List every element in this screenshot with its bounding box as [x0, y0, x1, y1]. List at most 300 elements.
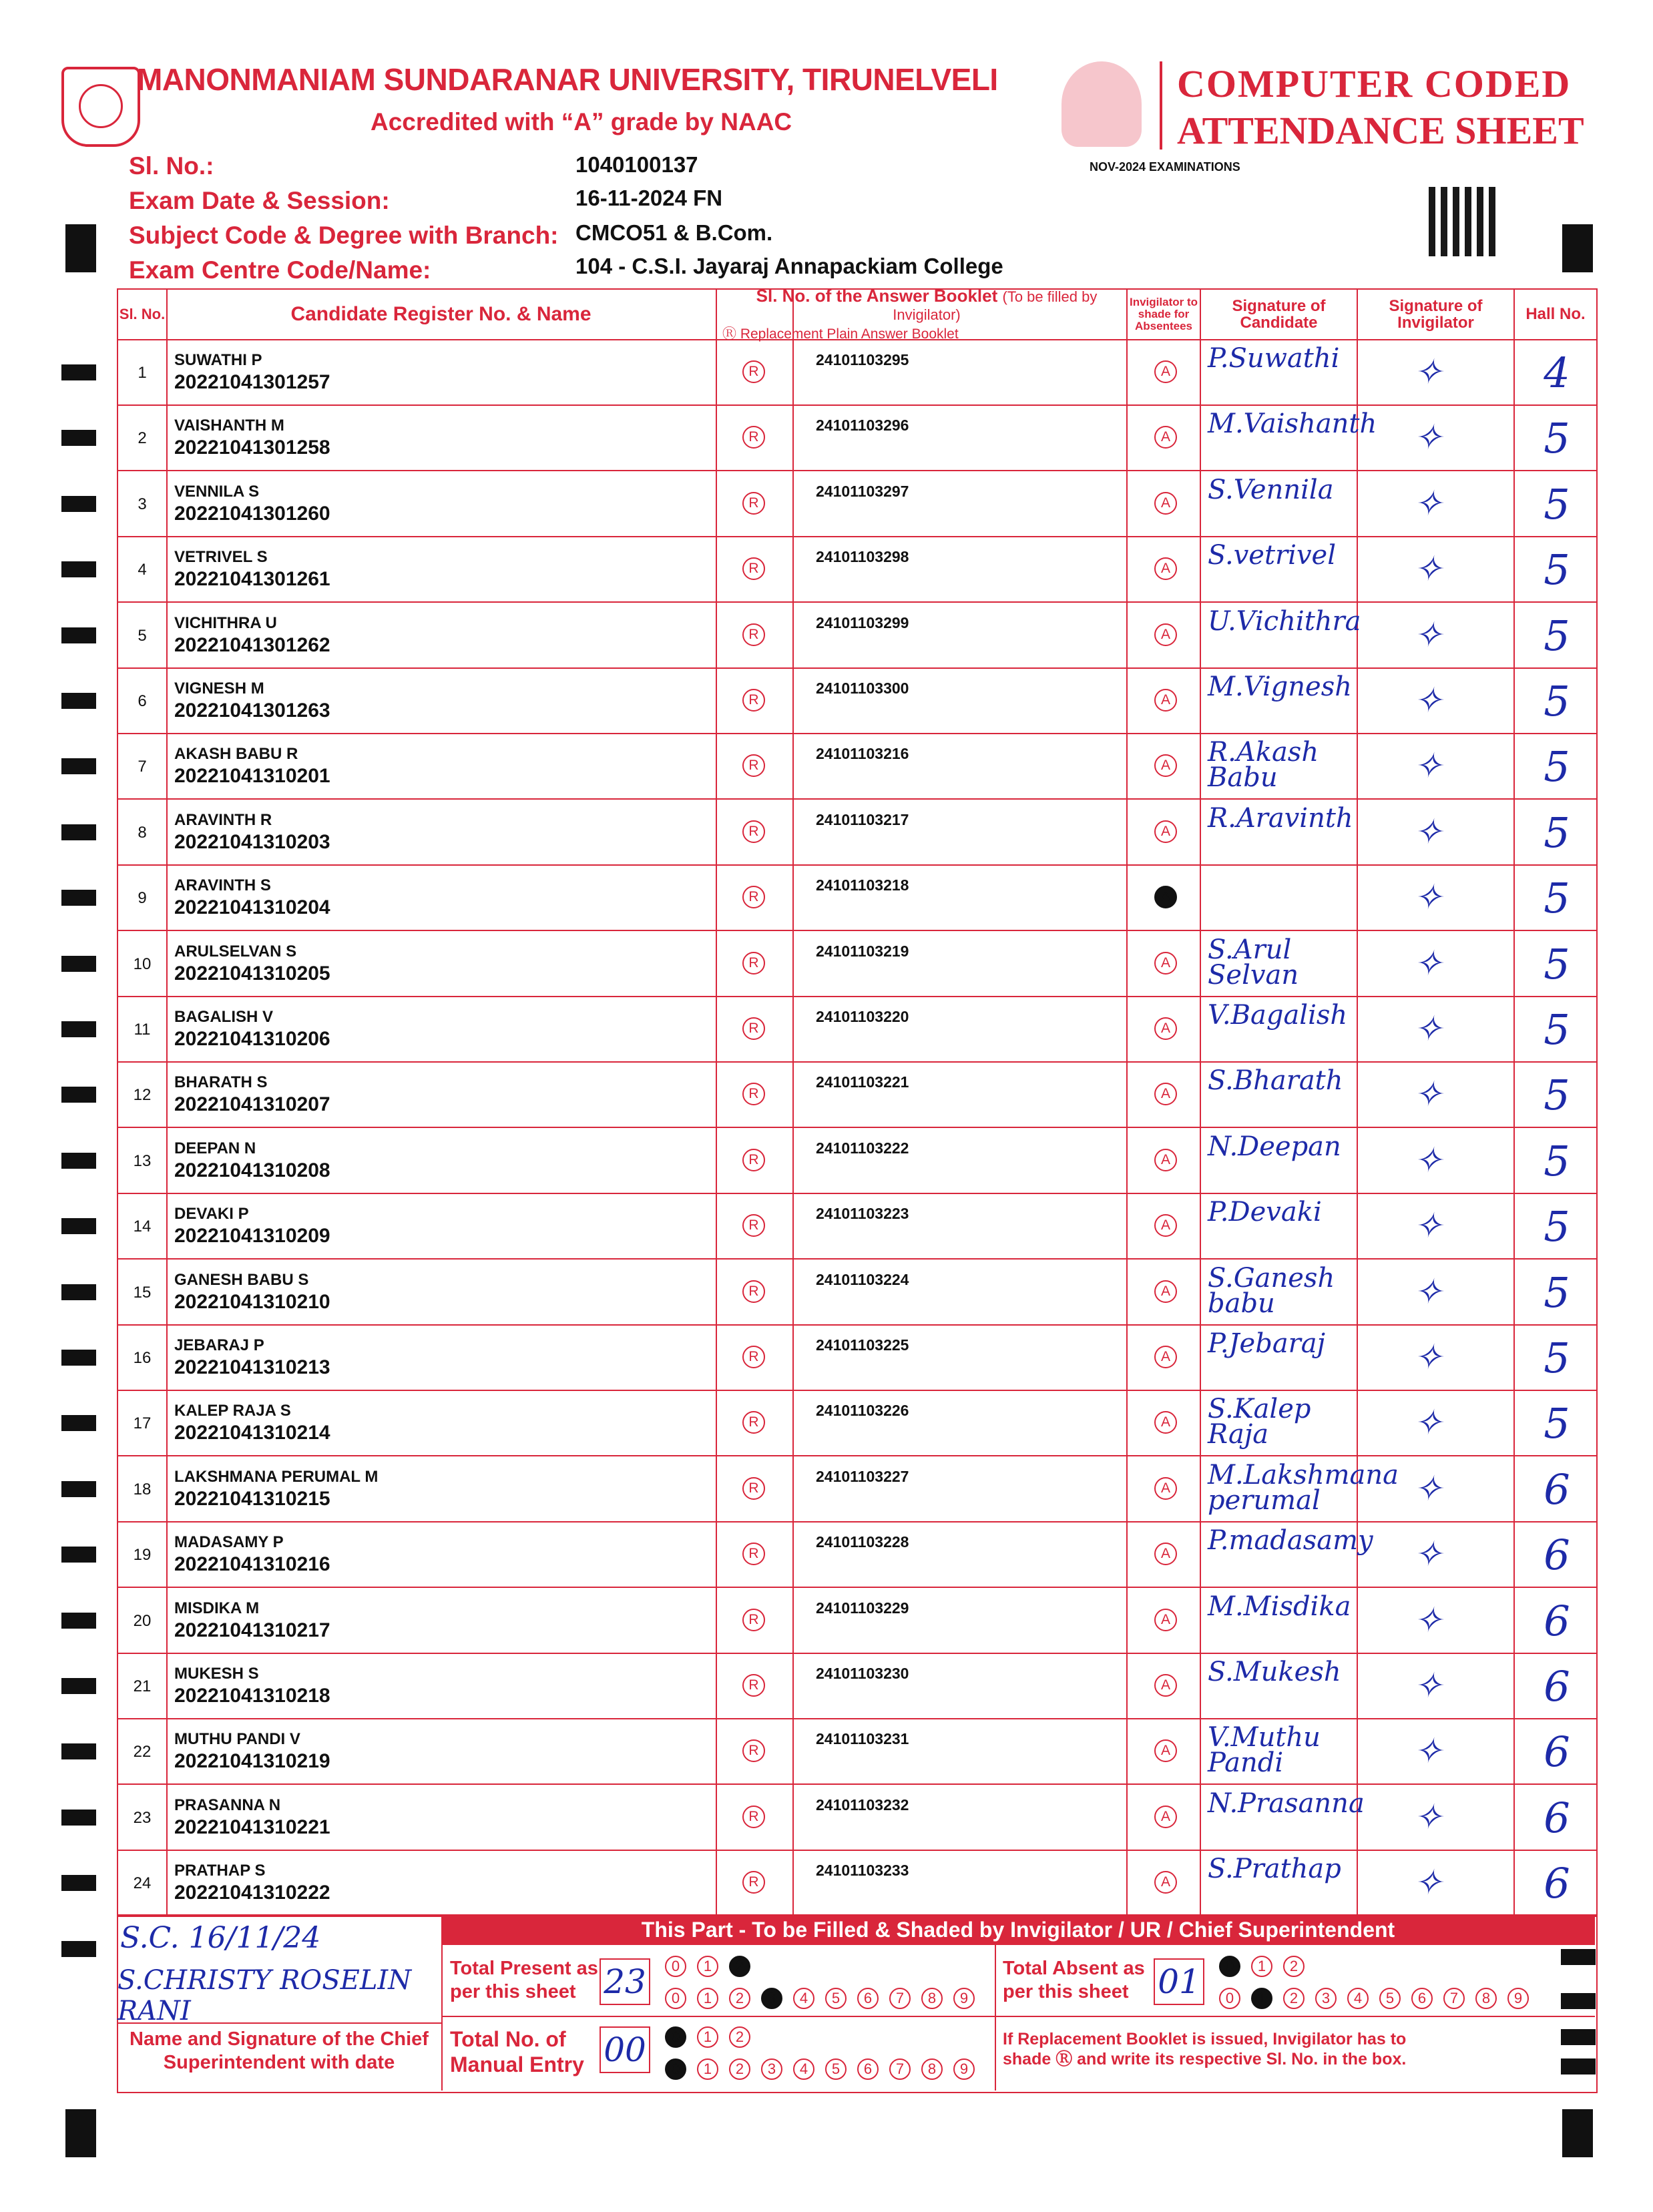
- candidate-name: BHARATH S: [174, 1073, 268, 1092]
- register-number: 20221041310206: [174, 1028, 330, 1050]
- hall-number: 5: [1544, 1071, 1570, 1120]
- candidate-signature: M.Vignesh: [1208, 671, 1352, 702]
- row-sl-no: 3: [138, 495, 147, 513]
- invigilator-signature-icon: ✧: [1413, 1535, 1443, 1575]
- absent-bubble[interactable]: A: [1154, 1739, 1177, 1762]
- table-row: [118, 1063, 1596, 1128]
- row-sl-no: 16: [133, 1349, 152, 1367]
- row-sl-no: 21: [133, 1677, 152, 1695]
- hall-number: 5: [1544, 808, 1570, 857]
- replacement-bubble[interactable]: R: [742, 1083, 765, 1105]
- digit-bubble[interactable]: 0: [665, 2058, 686, 2080]
- register-number: 20221041310205: [174, 962, 330, 985]
- chief-handwritten-date: S.C. 16/11/24: [120, 1921, 321, 1955]
- invigilator-signature-icon: ✧: [1413, 878, 1443, 918]
- invigilator-signature-icon: ✧: [1413, 1403, 1443, 1444]
- absent-bubble[interactable]: A: [1154, 1346, 1177, 1368]
- header-hall-no: Hall No.: [1525, 305, 1586, 324]
- candidate-signature: S.vetrivel: [1208, 540, 1337, 571]
- digit-bubble[interactable]: 0: [1219, 1988, 1240, 2009]
- row-sl-no: 22: [133, 1743, 152, 1761]
- table-row: [118, 1391, 1596, 1456]
- replacement-bubble[interactable]: R: [742, 689, 765, 712]
- digit-bubble[interactable]: 1: [1251, 1988, 1272, 2009]
- hall-number: 5: [1544, 1268, 1570, 1317]
- replacement-bubble[interactable]: R: [742, 623, 765, 646]
- table-row: [118, 340, 1596, 406]
- digit-bubble[interactable]: 0: [665, 1988, 686, 2009]
- absent-bubble[interactable]: A: [1154, 886, 1177, 908]
- replacement-bubble[interactable]: R: [742, 360, 765, 383]
- digit-bubble[interactable]: 9: [953, 1988, 975, 2009]
- header-divider: [1160, 61, 1162, 150]
- table-row: [118, 1457, 1596, 1523]
- candidate-name: MUKESH S: [174, 1665, 259, 1683]
- table-row: [118, 1654, 1596, 1719]
- invigilator-signature-icon: ✧: [1413, 943, 1443, 984]
- register-number: 20221041310215: [174, 1487, 330, 1510]
- registration-mark: [1562, 2109, 1593, 2157]
- hall-number: 5: [1544, 1334, 1570, 1382]
- header-booklet-replacement: Ⓡ Replacement Plain Answer Booklet: [722, 326, 959, 342]
- digit-bubble[interactable]: 9: [953, 2058, 975, 2080]
- row-sl-no: 5: [138, 626, 147, 645]
- digit-bubble[interactable]: 5: [825, 2058, 847, 2080]
- exam-date-value: 16-11-2024 FN: [575, 186, 723, 210]
- hall-number: 5: [1544, 939, 1570, 989]
- row-sl-no: 4: [138, 561, 147, 579]
- row-sl-no: 14: [133, 1217, 152, 1236]
- register-number: 20221041301257: [174, 371, 330, 393]
- hall-number: 5: [1544, 1399, 1570, 1448]
- digit-bubble[interactable]: 6: [1411, 1988, 1433, 2009]
- candidate-name: VAISHANTH M: [174, 417, 284, 435]
- accreditation-text: Accredited with “A” grade by NAAC: [371, 108, 792, 135]
- booklet-number: 24101103225: [816, 1336, 909, 1354]
- hall-number: 5: [1544, 874, 1570, 923]
- header-booklet: [717, 285, 1131, 342]
- header-sl-no: Sl. No.: [119, 306, 166, 323]
- digit-bubble[interactable]: 2: [1283, 1988, 1305, 2009]
- absent-bubble[interactable]: A: [1154, 1017, 1177, 1040]
- candidate-signature: P.Suwathi: [1208, 343, 1340, 374]
- candidate-name: VICHITHRA U: [174, 613, 277, 632]
- register-number: 20221041310207: [174, 1093, 330, 1116]
- replacement-bubble[interactable]: R: [742, 1149, 765, 1171]
- hall-number: 5: [1544, 677, 1570, 726]
- candidate-signature: S.Ganesh babu: [1208, 1262, 1335, 1319]
- absent-bubble[interactable]: A: [1154, 1083, 1177, 1105]
- replacement-bubble[interactable]: R: [742, 557, 765, 580]
- booklet-number: 24101103221: [816, 1073, 909, 1091]
- absent-bubble[interactable]: A: [1154, 1806, 1177, 1828]
- absent-bubble[interactable]: A: [1154, 1214, 1177, 1237]
- replacement-bubble[interactable]: R: [742, 1346, 765, 1368]
- booklet-number: 24101103229: [816, 1599, 909, 1617]
- register-number: 20221041310221: [174, 1816, 330, 1838]
- chief-superintendent-label: Name and Signature of the Chief Superintendent with date: [130, 2028, 429, 2073]
- digit-bubble[interactable]: 4: [793, 1988, 814, 2009]
- absent-bubble[interactable]: A: [1154, 1477, 1177, 1500]
- absent-bubble[interactable]: A: [1154, 754, 1177, 777]
- booklet-number: 24101103297: [816, 482, 909, 500]
- timing-mark: [61, 1153, 96, 1169]
- candidate-name: VENNILA S: [174, 482, 260, 501]
- hall-number: 6: [1544, 1793, 1570, 1842]
- absent-bubble[interactable]: A: [1154, 1674, 1177, 1697]
- absent-bubble[interactable]: A: [1154, 1871, 1177, 1894]
- candidate-signature: R.Aravinth: [1208, 802, 1353, 834]
- exam-date-label: Exam Date & Session:: [129, 187, 390, 214]
- replacement-bubble[interactable]: R: [742, 1871, 765, 1894]
- invigilator-signature-icon: ✧: [1413, 1272, 1443, 1312]
- booklet-number: 24101103300: [816, 679, 909, 697]
- timing-mark: [61, 1613, 96, 1629]
- header-signature-invigilator: Signature of Invigilator: [1389, 296, 1483, 332]
- register-number: 20221041301258: [174, 437, 330, 459]
- replacement-bubble[interactable]: R: [742, 1214, 765, 1237]
- registration-mark: [65, 2109, 96, 2157]
- sl-no-value: 1040100137: [575, 152, 698, 177]
- candidate-name: MISDIKA M: [174, 1599, 260, 1617]
- candidate-signature: N.Prasanna: [1208, 1787, 1365, 1819]
- digit-bubble[interactable]: 0: [665, 2026, 686, 2048]
- total-present-label: Total Present as per this sheet: [450, 1958, 598, 2002]
- row-sl-no: 7: [138, 758, 147, 776]
- digit-bubble[interactable]: 1: [697, 2026, 718, 2048]
- invigilator-signature-icon: ✧: [1413, 1338, 1443, 1378]
- register-number: 20221041301261: [174, 568, 330, 591]
- candidate-name: BAGALISH V: [174, 1008, 274, 1026]
- replacement-bubble[interactable]: R: [742, 1739, 765, 1762]
- booklet-number: 24101103216: [816, 745, 909, 763]
- replacement-bubble[interactable]: R: [742, 1477, 765, 1500]
- candidate-name: ARAVINTH R: [174, 810, 272, 829]
- replacement-bubble[interactable]: R: [742, 1674, 765, 1697]
- candidate-name: GANESH BABU S: [174, 1270, 309, 1289]
- candidate-signature: U.Vichithra: [1208, 605, 1361, 637]
- digit-bubble[interactable]: 0: [665, 1956, 686, 1977]
- table-row: [118, 866, 1596, 931]
- digit-bubble[interactable]: 0: [1219, 1956, 1240, 1977]
- invigilator-signature-icon: ✧: [1413, 746, 1443, 787]
- candidate-name: MUTHU PANDI V: [174, 1730, 300, 1749]
- timing-mark: [61, 1087, 96, 1103]
- digit-bubble[interactable]: 9: [1507, 1988, 1529, 2009]
- absent-bubble[interactable]: A: [1154, 1609, 1177, 1631]
- table-row: [118, 1326, 1596, 1391]
- digit-bubble[interactable]: 7: [1443, 1988, 1465, 2009]
- timing-mark: [61, 1415, 96, 1431]
- digit-bubble[interactable]: 1: [697, 2058, 718, 2080]
- timing-mark: [61, 890, 96, 906]
- total-absent-value: 01: [1154, 1958, 1204, 2005]
- digit-bubble[interactable]: 2: [1283, 1956, 1305, 1977]
- row-sl-no: 19: [133, 1546, 152, 1565]
- booklet-number: 24101103232: [816, 1795, 909, 1814]
- digit-bubble[interactable]: 1: [697, 1956, 718, 1977]
- timing-mark: [61, 1678, 96, 1694]
- digit-bubble[interactable]: 5: [1379, 1988, 1401, 2009]
- header-invigilator-shade: Invigilator to shade for Absentees: [1130, 296, 1198, 332]
- invigilator-signature-icon: ✧: [1413, 1666, 1443, 1706]
- candidate-signature: M.Vaishanth: [1208, 408, 1377, 440]
- booklet-number: 24101103226: [816, 1402, 909, 1420]
- hall-number: 5: [1544, 1005, 1570, 1054]
- timing-mark: [61, 693, 96, 709]
- table-row: [118, 1129, 1596, 1194]
- row-sl-no: 11: [134, 1021, 151, 1039]
- digit-bubble[interactable]: 5: [825, 1988, 847, 2009]
- digit-bubble[interactable]: 4: [1347, 1988, 1369, 2009]
- table-row: [118, 800, 1596, 866]
- hall-number: 5: [1544, 1136, 1570, 1185]
- footer-banner: This Part - To be Filled & Shaded by Invigilator / UR / Chief Superintendent: [441, 1914, 1595, 1945]
- candidate-signature: R.Akash Babu: [1208, 737, 1319, 794]
- register-number: 20221041310204: [174, 896, 330, 919]
- digit-bubble[interactable]: 4: [793, 2058, 814, 2080]
- table-row: [118, 406, 1596, 471]
- row-sl-no: 24: [133, 1874, 152, 1893]
- timing-mark: [61, 1350, 96, 1366]
- founder-portrait-icon: [1061, 61, 1142, 147]
- hall-number: 5: [1544, 479, 1570, 529]
- digit-bubble[interactable]: 1: [1251, 1956, 1272, 1977]
- invigilator-signature-icon: ✧: [1413, 1731, 1443, 1772]
- table-row: [118, 932, 1596, 997]
- timing-mark: [61, 1875, 96, 1891]
- centre-value: 104 - C.S.I. Jayaraj Annapackiam College: [575, 254, 1003, 278]
- table-row: [118, 603, 1596, 669]
- booklet-number: 24101103219: [816, 942, 909, 960]
- register-number: 20221041301262: [174, 633, 330, 656]
- total-present-value: 23: [600, 1958, 650, 2005]
- candidate-name: LAKSHMANA PERUMAL M: [174, 1467, 379, 1486]
- booklet-number: 24101103233: [816, 1862, 909, 1880]
- invigilator-signature-icon: ✧: [1413, 1797, 1443, 1838]
- digit-bubble[interactable]: 2: [729, 2058, 750, 2080]
- table-row: [118, 1194, 1596, 1260]
- hall-number: 5: [1544, 545, 1570, 595]
- qr-code-icon: [1429, 187, 1495, 256]
- chief-handwritten-name: S.CHRISTY ROSELIN RANI: [117, 1965, 412, 2026]
- replacement-bubble[interactable]: R: [742, 820, 765, 843]
- replacement-bubble[interactable]: R: [742, 1411, 765, 1434]
- hall-number: 6: [1544, 1596, 1570, 1645]
- table-row: [118, 669, 1596, 734]
- register-number: 20221041310203: [174, 830, 330, 853]
- register-number: 20221041310210: [174, 1290, 330, 1313]
- table-row: [118, 997, 1596, 1063]
- register-number: 20221041310216: [174, 1553, 330, 1576]
- replacement-bubble[interactable]: R: [742, 492, 765, 515]
- digit-bubble[interactable]: 6: [857, 2058, 879, 2080]
- candidate-name: KALEP RAJA S: [174, 1402, 291, 1420]
- booklet-number: 24101103222: [816, 1139, 909, 1157]
- replacement-bubble[interactable]: R: [742, 1017, 765, 1040]
- candidate-signature: P.Jebaraj: [1208, 1328, 1326, 1359]
- timing-mark: [61, 1218, 96, 1234]
- booklet-number: 24101103295: [816, 351, 909, 368]
- header-booklet-title: Sl. No. of the Answer Booklet (To be filled by Invigilator): [756, 285, 1098, 323]
- absent-bubble[interactable]: A: [1154, 952, 1177, 975]
- subject-value: CMCO51 & B.Com.: [575, 220, 773, 245]
- table-row: [118, 1785, 1596, 1851]
- invigilator-signature-icon: ✧: [1413, 1600, 1443, 1641]
- table-row: [118, 472, 1596, 537]
- timing-mark: [61, 496, 96, 512]
- candidate-signature: S.Bharath: [1208, 1065, 1343, 1097]
- digit-bubble[interactable]: 2: [729, 1988, 750, 2009]
- row-sl-no: 18: [133, 1480, 152, 1498]
- registration-mark: [1562, 224, 1593, 272]
- digit-bubble[interactable]: 7: [889, 1988, 911, 2009]
- absent-bubble[interactable]: A: [1154, 1149, 1177, 1171]
- absent-bubble[interactable]: A: [1154, 623, 1177, 646]
- replacement-bubble[interactable]: R: [742, 1280, 765, 1303]
- timing-mark: [61, 824, 96, 840]
- hall-number: 6: [1544, 1859, 1570, 1908]
- invigilator-signature-icon: ✧: [1413, 1009, 1443, 1049]
- invigilator-signature-icon: ✧: [1413, 1075, 1443, 1115]
- register-number: 20221041310209: [174, 1225, 330, 1248]
- row-sl-no: 9: [138, 889, 147, 908]
- table-row: [118, 734, 1596, 800]
- replacement-note: If Replacement Booklet is issued, Invigilator has to shade Ⓡ and write its respective Sl. No. in the box.: [1003, 2030, 1407, 2068]
- table-row: [118, 1523, 1596, 1588]
- booklet-number: 24101103299: [816, 613, 909, 631]
- timing-mark: [61, 627, 96, 643]
- digit-bubble[interactable]: 1: [697, 1988, 718, 2009]
- replacement-bubble[interactable]: R: [742, 1543, 765, 1565]
- absent-bubble[interactable]: A: [1154, 1280, 1177, 1303]
- booklet-number: 24101103218: [816, 876, 909, 894]
- hall-number: 6: [1544, 1531, 1570, 1580]
- absent-bubble[interactable]: A: [1154, 820, 1177, 843]
- timing-mark: [61, 1284, 96, 1300]
- digit-bubble[interactable]: 3: [761, 1988, 782, 2009]
- absent-bubble[interactable]: A: [1154, 360, 1177, 383]
- total-absent-label: Total Absent as per this sheet: [1003, 1958, 1145, 2002]
- candidate-name: DEVAKI P: [174, 1205, 249, 1223]
- replacement-bubble[interactable]: R: [742, 426, 765, 449]
- header-signature-candidate: Signature of Candidate: [1232, 296, 1326, 332]
- hall-number: 6: [1544, 1662, 1570, 1711]
- digit-bubble[interactable]: 8: [921, 1988, 943, 2009]
- header-candidate: Candidate Register No. & Name: [290, 303, 592, 326]
- register-number: 20221041310218: [174, 1685, 330, 1707]
- digit-bubble[interactable]: 6: [857, 1988, 879, 2009]
- candidate-signature: S.Vennila: [1208, 474, 1334, 505]
- candidate-signature: N.Deepan: [1208, 1131, 1341, 1162]
- timing-mark: [61, 364, 96, 380]
- booklet-number: 24101103217: [816, 810, 909, 828]
- timing-mark: [61, 1810, 96, 1826]
- row-sl-no: 10: [133, 954, 152, 973]
- manual-entry-label: Total No. of Manual Entry: [450, 2027, 584, 2077]
- absent-bubble[interactable]: A: [1154, 426, 1177, 449]
- digit-bubble[interactable]: 8: [1475, 1988, 1497, 2009]
- absent-bubble[interactable]: A: [1154, 689, 1177, 712]
- hall-number: 5: [1544, 611, 1570, 660]
- register-number: 20221041310219: [174, 1750, 330, 1773]
- table-row: [118, 1589, 1596, 1654]
- sheet-title-line1: COMPUTER CODED: [1177, 62, 1572, 105]
- digit-bubble[interactable]: 8: [921, 2058, 943, 2080]
- candidate-name: SUWATHI P: [174, 351, 262, 369]
- row-sl-no: 6: [138, 692, 147, 710]
- candidate-name: DEEPAN N: [174, 1139, 256, 1157]
- register-number: 20221041310213: [174, 1356, 330, 1378]
- timing-mark: [61, 956, 96, 972]
- absent-bubble[interactable]: A: [1154, 1411, 1177, 1434]
- booklet-number: 24101103220: [816, 1008, 909, 1025]
- timing-mark: [61, 1743, 96, 1759]
- booklet-number: 24101103228: [816, 1533, 909, 1551]
- replacement-bubble[interactable]: R: [742, 1806, 765, 1828]
- digit-bubble[interactable]: 7: [889, 2058, 911, 2080]
- hall-number: 5: [1544, 742, 1570, 792]
- candidate-name: JEBARAJ P: [174, 1336, 264, 1354]
- booklet-number: 24101103227: [816, 1467, 909, 1485]
- candidate-signature: V.Muthu Pandi: [1208, 1722, 1321, 1779]
- digit-bubble[interactable]: 3: [761, 2058, 782, 2080]
- candidate-name: ARULSELVAN S: [174, 942, 297, 960]
- candidate-name: VETRIVEL S: [174, 548, 268, 567]
- candidate-signature: P.Devaki: [1208, 1197, 1322, 1228]
- replacement-bubble[interactable]: R: [742, 754, 765, 777]
- invigilator-signature-icon: ✧: [1413, 1140, 1443, 1181]
- register-number: 20221041310217: [174, 1619, 330, 1641]
- absent-bubble[interactable]: A: [1154, 557, 1177, 580]
- invigilator-signature-icon: ✧: [1413, 549, 1443, 590]
- university-name: MANONMANIAM SUNDARANAR UNIVERSITY, TIRUNELVELI: [137, 62, 998, 97]
- invigilator-signature-icon: ✧: [1413, 681, 1443, 721]
- digit-bubble[interactable]: 3: [1315, 1988, 1337, 2009]
- hall-number: 5: [1544, 1202, 1570, 1252]
- replacement-bubble[interactable]: R: [742, 952, 765, 975]
- invigilator-signature-icon: ✧: [1413, 1863, 1443, 1904]
- row-sl-no: 1: [138, 364, 147, 382]
- candidate-signature: V.Bagalish: [1208, 1000, 1348, 1031]
- timing-mark: [61, 1481, 96, 1497]
- absent-bubble[interactable]: A: [1154, 492, 1177, 515]
- exam-session-label: NOV-2024 EXAMINATIONS: [1090, 160, 1240, 174]
- absent-bubble[interactable]: A: [1154, 1543, 1177, 1565]
- table-row: [118, 1719, 1596, 1785]
- invigilator-signature-icon: ✧: [1413, 483, 1443, 524]
- digit-bubble[interactable]: 2: [729, 2026, 750, 2048]
- timing-mark: [61, 1941, 96, 1957]
- replacement-bubble[interactable]: R: [742, 886, 765, 908]
- digit-bubble[interactable]: 2: [729, 1956, 750, 1977]
- invigilator-signature-icon: ✧: [1413, 615, 1443, 655]
- row-sl-no: 17: [133, 1414, 152, 1433]
- row-sl-no: 23: [133, 1808, 152, 1827]
- replacement-bubble[interactable]: R: [742, 1609, 765, 1631]
- timing-mark: [61, 430, 96, 446]
- university-logo: [61, 67, 140, 147]
- register-number: 20221041310208: [174, 1159, 330, 1181]
- booklet-number: 24101103298: [816, 548, 909, 566]
- hall-number: 6: [1544, 1727, 1570, 1777]
- invigilator-signature-icon: ✧: [1413, 418, 1443, 459]
- row-sl-no: 8: [138, 823, 147, 842]
- candidate-name: VIGNESH M: [174, 679, 264, 698]
- hall-number: 6: [1544, 1464, 1570, 1514]
- row-sl-no: 13: [133, 1151, 152, 1170]
- candidate-signature: S.Mukesh: [1208, 1657, 1341, 1687]
